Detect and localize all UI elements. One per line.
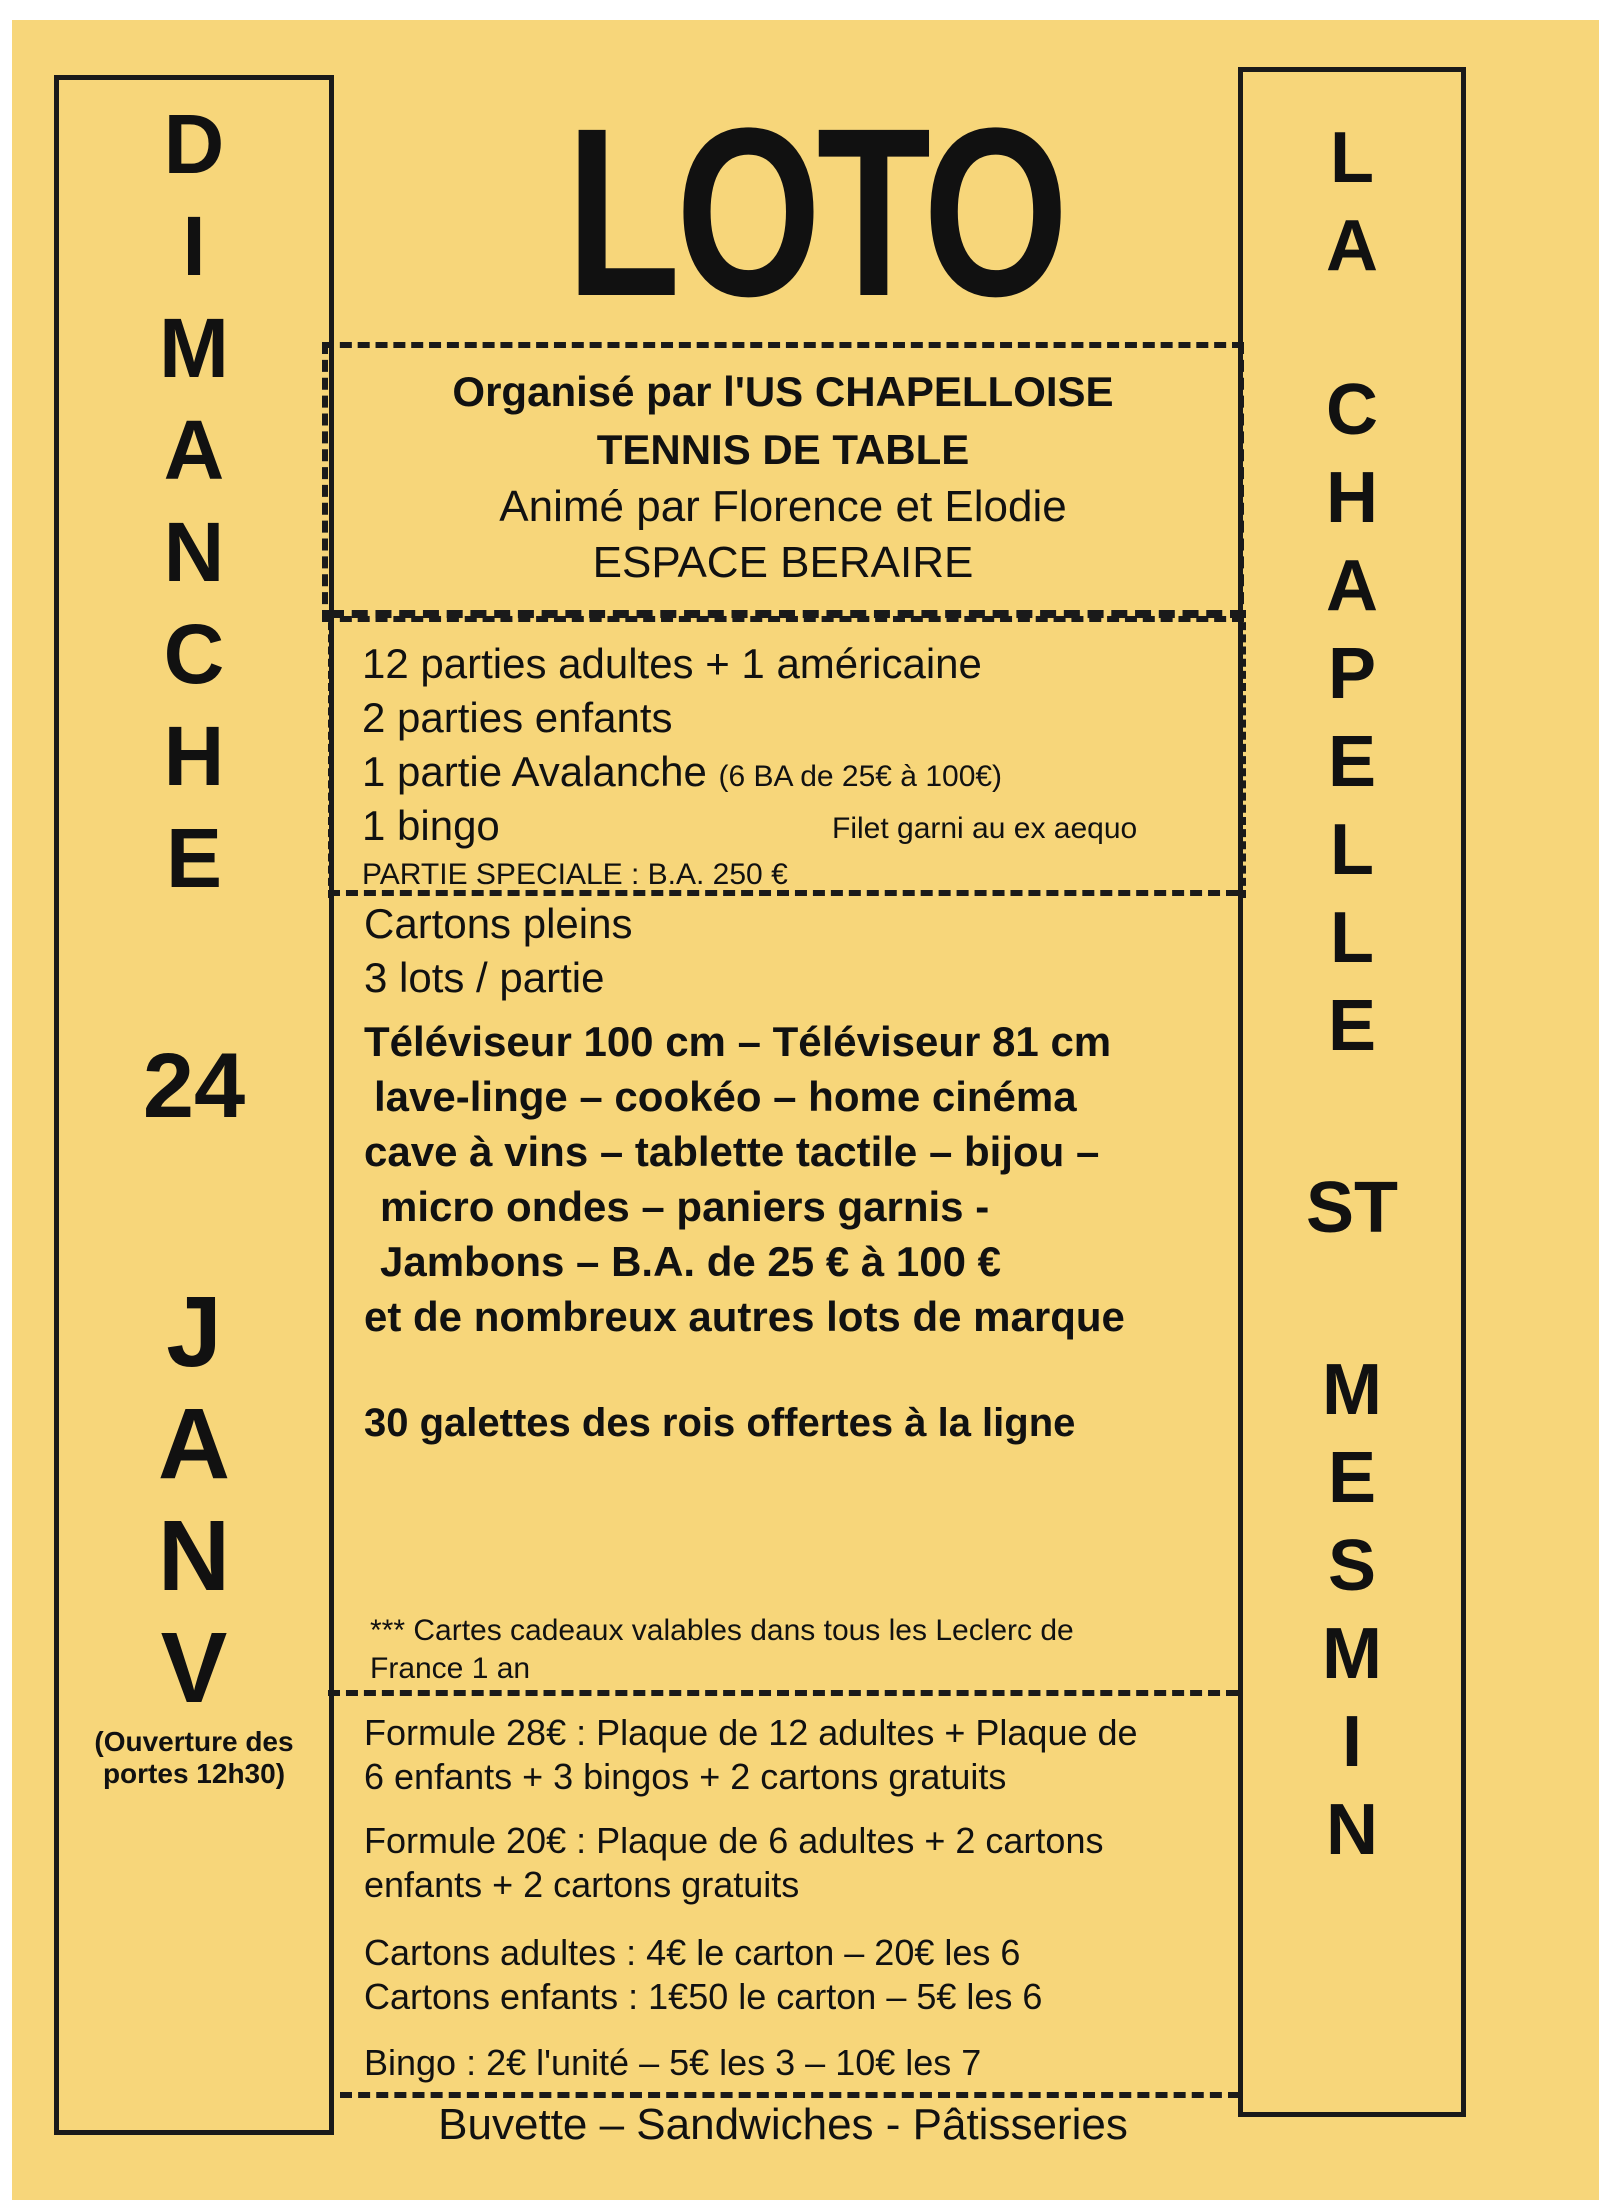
location-letter: A — [1326, 546, 1378, 626]
date-letter: C — [163, 607, 225, 701]
avalanche-label: 1 partie Avalanche — [362, 748, 707, 795]
date-letter: E — [165, 811, 223, 905]
adult-cards-price: Cartons adultes : 4€ le carton – 20€ les 6 — [364, 1932, 1021, 1973]
location-letter: M — [1322, 1350, 1382, 1430]
prize-bold-line: cave à vins – tablette tactile – bijou – — [364, 1128, 1100, 1175]
location-st: ST — [1305, 1168, 1398, 1248]
organizer-box — [322, 342, 1244, 622]
location-letter: E — [1327, 1438, 1377, 1518]
prize-bold-line: Téléviseur 100 cm – Téléviseur 81 cm — [364, 1018, 1112, 1065]
month-letter: N — [157, 1500, 231, 1612]
prizes-section — [328, 890, 1238, 1696]
location-letter: L — [1330, 810, 1374, 890]
prize-bold-line: lave-linge – cookéo – home cinéma — [374, 1073, 1077, 1120]
day-number: 24 — [142, 1035, 246, 1137]
formula-20: enfants + 2 cartons gratuits — [364, 1864, 800, 1905]
gift-card-note: *** Cartes cadeaux valables dans tous les Leclerc de — [370, 1614, 1074, 1647]
date-letter: M — [159, 301, 229, 395]
organizer-line: TENNIS DE TABLE — [596, 426, 970, 473]
games-section — [328, 610, 1246, 898]
prize-bold-line: Jambons – B.A. de 25 € à 100 € — [380, 1238, 1001, 1285]
date-letter: A — [163, 403, 225, 497]
formula-20: Formule 20€ : Plaque de 6 adultes + 2 cartons — [364, 1820, 1104, 1861]
location-letter: M — [1322, 1614, 1382, 1694]
location-letter: C — [1326, 370, 1378, 450]
month-letter: J — [166, 1276, 222, 1388]
refreshments-line: Buvette – Sandwiches - Pâtisseries — [438, 2100, 1128, 2149]
location-letter: P — [1327, 634, 1377, 714]
prize-bold-line: et de nombreux autres lots de marque — [364, 1293, 1125, 1340]
organizer-line: Organisé par l'US CHAPELLOISE — [452, 368, 1114, 415]
pricing-section — [328, 1690, 1238, 2096]
date-letter: D — [163, 97, 225, 191]
prize-line: 3 lots / partie — [364, 954, 605, 1001]
prize-bold-line: micro ondes – paniers garnis - — [380, 1183, 990, 1230]
formula-28: 6 enfants + 3 bingos + 2 cartons gratuits — [364, 1756, 1007, 1797]
date-column — [54, 75, 334, 2135]
special-game: PARTIE SPECIALE : B.A. 250 € — [362, 858, 788, 891]
location-letter: N — [1326, 1790, 1378, 1870]
prize-line: Cartons pleins — [364, 900, 633, 947]
avalanche-detail: (6 BA de 25€ à 100€) — [718, 760, 1003, 793]
location-letter: A — [1326, 206, 1378, 286]
games-line: 1 bingo — [362, 802, 500, 849]
location-letter: E — [1327, 722, 1377, 802]
date-letter: I — [182, 199, 206, 293]
date-letter: N — [163, 505, 225, 599]
kids-cards-price: Cartons enfants : 1€50 le carton – 5€ les 6 — [364, 1976, 1043, 2017]
month-letter: V — [160, 1612, 228, 1724]
location-letter: I — [1341, 1702, 1362, 1782]
location-letter: L — [1330, 898, 1374, 978]
location-letter: H — [1326, 458, 1378, 538]
location-letter: S — [1327, 1526, 1377, 1606]
gift-card-note: France 1 an — [370, 1652, 531, 1685]
games-line: 12 parties adultes + 1 américaine — [362, 640, 982, 687]
location-letter: L — [1330, 118, 1374, 198]
opening-hours: (Ouverture des — [94, 1726, 294, 1757]
galettes-line: 30 galettes des rois offertes à la ligne — [364, 1401, 1076, 1445]
host-line: Animé par Florence et Elodie — [499, 482, 1067, 531]
location-letter: E — [1327, 986, 1377, 1066]
games-line: 2 parties enfants — [362, 694, 673, 741]
bingo-price: Bingo : 2€ l'unité – 5€ les 3 – 10€ les 7 — [364, 2042, 982, 2083]
date-letter: H — [163, 709, 225, 803]
games-line — [362, 748, 1002, 796]
opening-hours: portes 12h30) — [102, 1758, 286, 1789]
month-letter: A — [157, 1388, 231, 1500]
poster-title: LOTO — [566, 78, 1064, 346]
location-column — [1238, 67, 1466, 2117]
formula-28: Formule 28€ : Plaque de 12 adultes + Plaque de — [364, 1712, 1138, 1753]
games-note: Filet garni au ex aequo — [832, 812, 1138, 845]
venue-line: ESPACE BERAIRE — [592, 538, 974, 587]
